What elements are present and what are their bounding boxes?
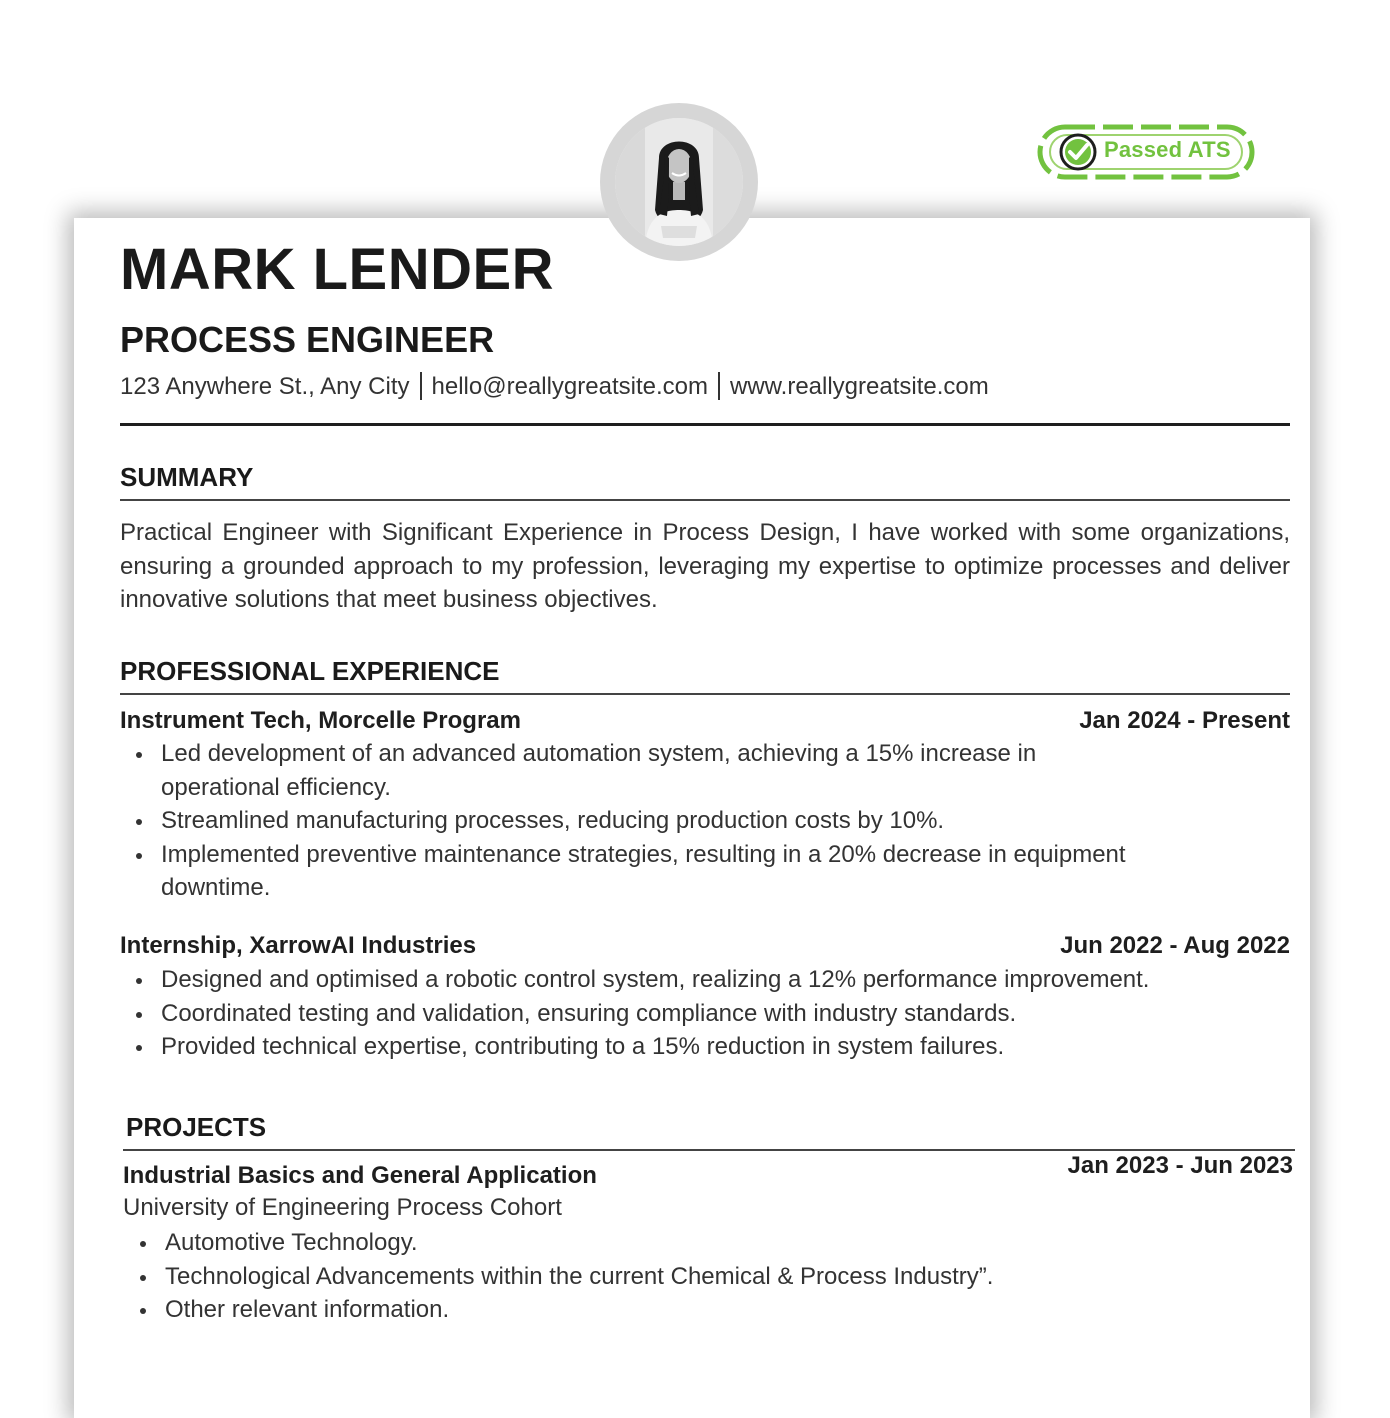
header-divider bbox=[120, 423, 1290, 426]
summary-divider bbox=[120, 499, 1290, 501]
job-dates: Jan 2024 - Present bbox=[1079, 707, 1290, 734]
project-bullets bbox=[124, 1226, 1284, 1327]
list-item: Implemented preventive maintenance strategies, resulting in a 20% decrease in equipment downtime. bbox=[120, 838, 1130, 905]
check-circle-icon bbox=[1056, 130, 1100, 174]
projects-divider bbox=[123, 1149, 1295, 1151]
profile-photo bbox=[615, 118, 743, 246]
profile-photo-frame bbox=[600, 103, 758, 261]
person-photo-icon bbox=[615, 118, 743, 246]
list-item: Technological Advancements within the current Chemical & Process Industry”. bbox=[124, 1260, 1284, 1294]
job-bullets bbox=[120, 737, 1130, 905]
summary-text: Practical Engineer with Significant Experience in Process Design, I have worked with some organizations, ensuring a grounded approach to my profession, leveraging my expertise to optimize processes and deliver innovative solutions that meet business objectives. bbox=[120, 519, 1290, 613]
contact-line bbox=[120, 372, 989, 401]
project-title: Industrial Basics and General Application bbox=[123, 1162, 597, 1189]
list-item: Provided technical expertise, contributing to a 15% reduction in system failures. bbox=[120, 1030, 1280, 1064]
candidate-name: MARK LENDER bbox=[120, 237, 555, 302]
experience-heading: PROFESSIONAL EXPERIENCE bbox=[120, 656, 500, 686]
list-item: Coordinated testing and validation, ensuring compliance with industry standards. bbox=[120, 997, 1280, 1031]
list-item: Streamlined manufacturing processes, reducing production costs by 10%. bbox=[120, 804, 1130, 838]
list-item: Led development of an advanced automation system, achieving a 15% increase in operational efficiency. bbox=[120, 737, 1130, 804]
list-item: Other relevant information. bbox=[124, 1293, 1284, 1327]
website-link[interactable]: www.reallygreatsite.com bbox=[729, 373, 989, 400]
experience-divider bbox=[120, 693, 1290, 695]
list-item: Designed and optimised a robotic control system, realizing a 12% performance improvement. bbox=[120, 963, 1280, 997]
address-text: 123 Anywhere St., Any City bbox=[120, 373, 410, 400]
job-title: Instrument Tech, Morcelle Program bbox=[120, 707, 521, 734]
projects-heading: PROJECTS bbox=[126, 1112, 267, 1142]
email-link[interactable]: hello@reallygreatsite.com bbox=[431, 373, 708, 400]
summary-heading: SUMMARY bbox=[120, 462, 254, 492]
contact-divider bbox=[718, 372, 720, 400]
contact-divider bbox=[420, 372, 422, 400]
candidate-title: PROCESS ENGINEER bbox=[120, 319, 495, 360]
job-title: Internship, XarrowAI Industries bbox=[120, 932, 477, 959]
project-organization: University of Engineering Process Cohort bbox=[123, 1194, 562, 1221]
passed-ats-badge bbox=[1036, 123, 1256, 181]
project-dates: Jan 2023 - Jun 2023 bbox=[1067, 1152, 1293, 1179]
badge-label: Passed ATS bbox=[1104, 137, 1231, 162]
job-bullets bbox=[120, 963, 1280, 1064]
list-item: Automotive Technology. bbox=[124, 1226, 1284, 1260]
job-dates: Jun 2022 - Aug 2022 bbox=[1060, 932, 1290, 959]
